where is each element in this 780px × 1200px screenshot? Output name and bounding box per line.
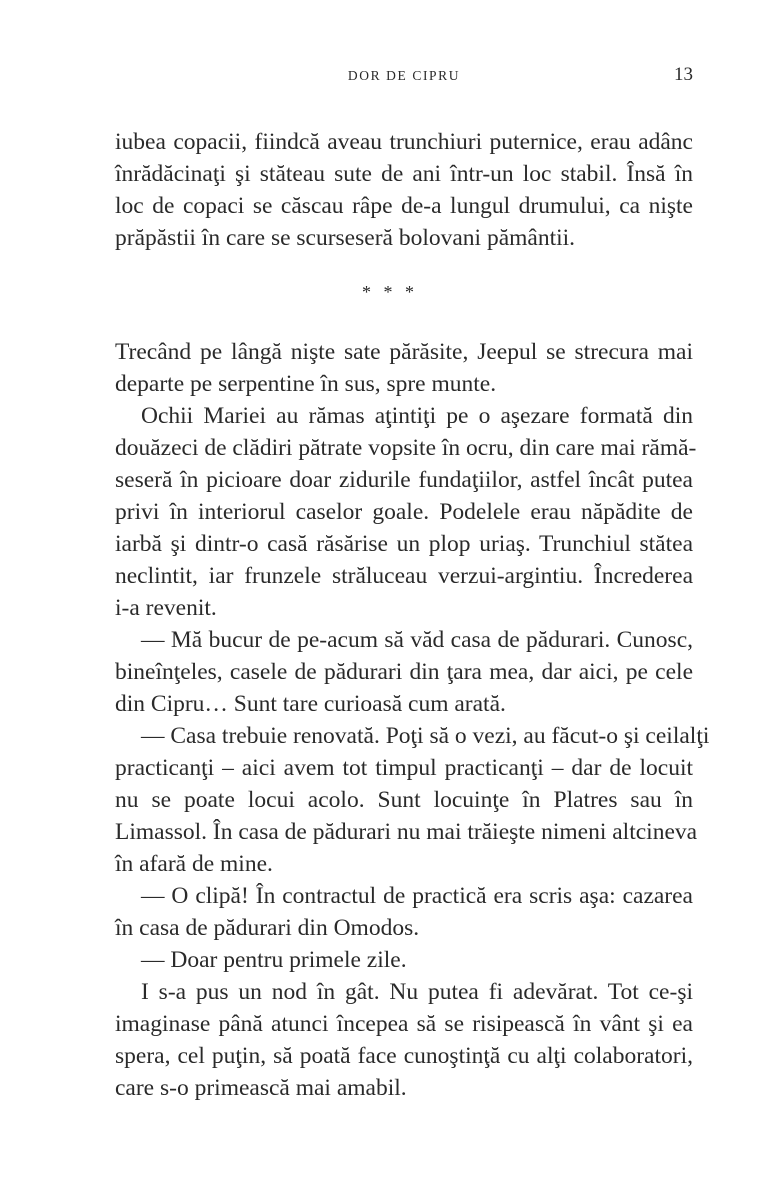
text-block-before-break <box>115 126 693 254</box>
section-break: * * * <box>362 282 418 302</box>
text-line: practicanţi – aici avem tot timpul practicanţi – dar de locuit <box>115 755 693 781</box>
text-line: în afară de mine. <box>115 851 273 877</box>
text-line: din Cipru… Sunt tare curioasă cum arată. <box>115 691 506 717</box>
text-line: Ochii Mariei au rămas aţintiţi pe o aşezare formată din <box>141 403 693 429</box>
text-line: i-a revenit. <box>115 595 217 621</box>
text-block-after-break <box>115 336 710 1104</box>
text-line: Limassol. În casa de pădurari nu mai trăieşte nimeni altcineva <box>115 819 698 845</box>
text-line: nu se poate locui acolo. Sunt locuinţe în Platres sau în <box>115 787 693 813</box>
text-line: imaginase până atunci începea să se risipească în vânt şi ea <box>115 1011 693 1037</box>
text-line: spera, cel puţin, să poată face cunoştinţă cu alţi colaboratori, <box>115 1043 693 1069</box>
text-line: — Doar pentru primele zile. <box>141 947 407 973</box>
text-line: iarbă şi dintr-o casă răsărise un plop uriaş. Trunchiul stătea <box>115 531 693 557</box>
text-line: înrădăcinaţi şi stăteau sute de ani într-un loc stabil. Însă în <box>115 161 693 187</box>
text-line: privi în interiorul caselor goale. Podelele erau năpădite de <box>115 499 693 525</box>
running-title: DOR DE CIPRU <box>347 68 461 83</box>
text-line: departe pe serpentine în sus, spre munte. <box>115 371 497 397</box>
text-line: care s-o primească mai amabil. <box>115 1075 407 1101</box>
text-line: loc de copaci se căscau râpe de-a lungul drumului, ca nişte <box>115 193 693 219</box>
text-line: în casa de pădurari din Omodos. <box>115 915 420 941</box>
text-line: — Mă bucur de pe-acum să văd casa de pădurari. Cunosc, <box>141 627 693 653</box>
text-line: — Casa trebuie renovată. Poţi să o vezi, au făcut-o şi ceilalţi <box>141 723 710 749</box>
text-line: — O clipă! În contractul de practică era scris aşa: cazarea <box>141 883 693 909</box>
page-header <box>115 64 693 90</box>
text-line: seseră în picioare doar zidurile fundaţiilor, astfel încât putea <box>115 467 693 493</box>
text-line: I s-a pus un nod în gât. Nu putea fi adevărat. Tot ce-şi <box>141 979 693 1005</box>
text-line: iubea copacii, fiindcă aveau trunchiuri puternice, erau adânc <box>115 129 693 155</box>
text-line: Trecând pe lângă nişte sate părăsite, Jeepul se strecura mai <box>115 339 693 365</box>
text-line: prăpăstii în care se scurseseră bolovani pământii. <box>115 225 576 251</box>
page-number: 13 <box>674 64 693 85</box>
text-line: douăzeci de clădiri pătrate vopsite în ocru, din care mai rămă- <box>115 435 697 461</box>
text-line: neclintit, iar frunzele străluceau verzui-argintiu. Încrederea <box>115 563 693 589</box>
text-line: bineînţeles, casele de pădurari din ţara mea, dar aici, pe cele <box>115 659 693 685</box>
